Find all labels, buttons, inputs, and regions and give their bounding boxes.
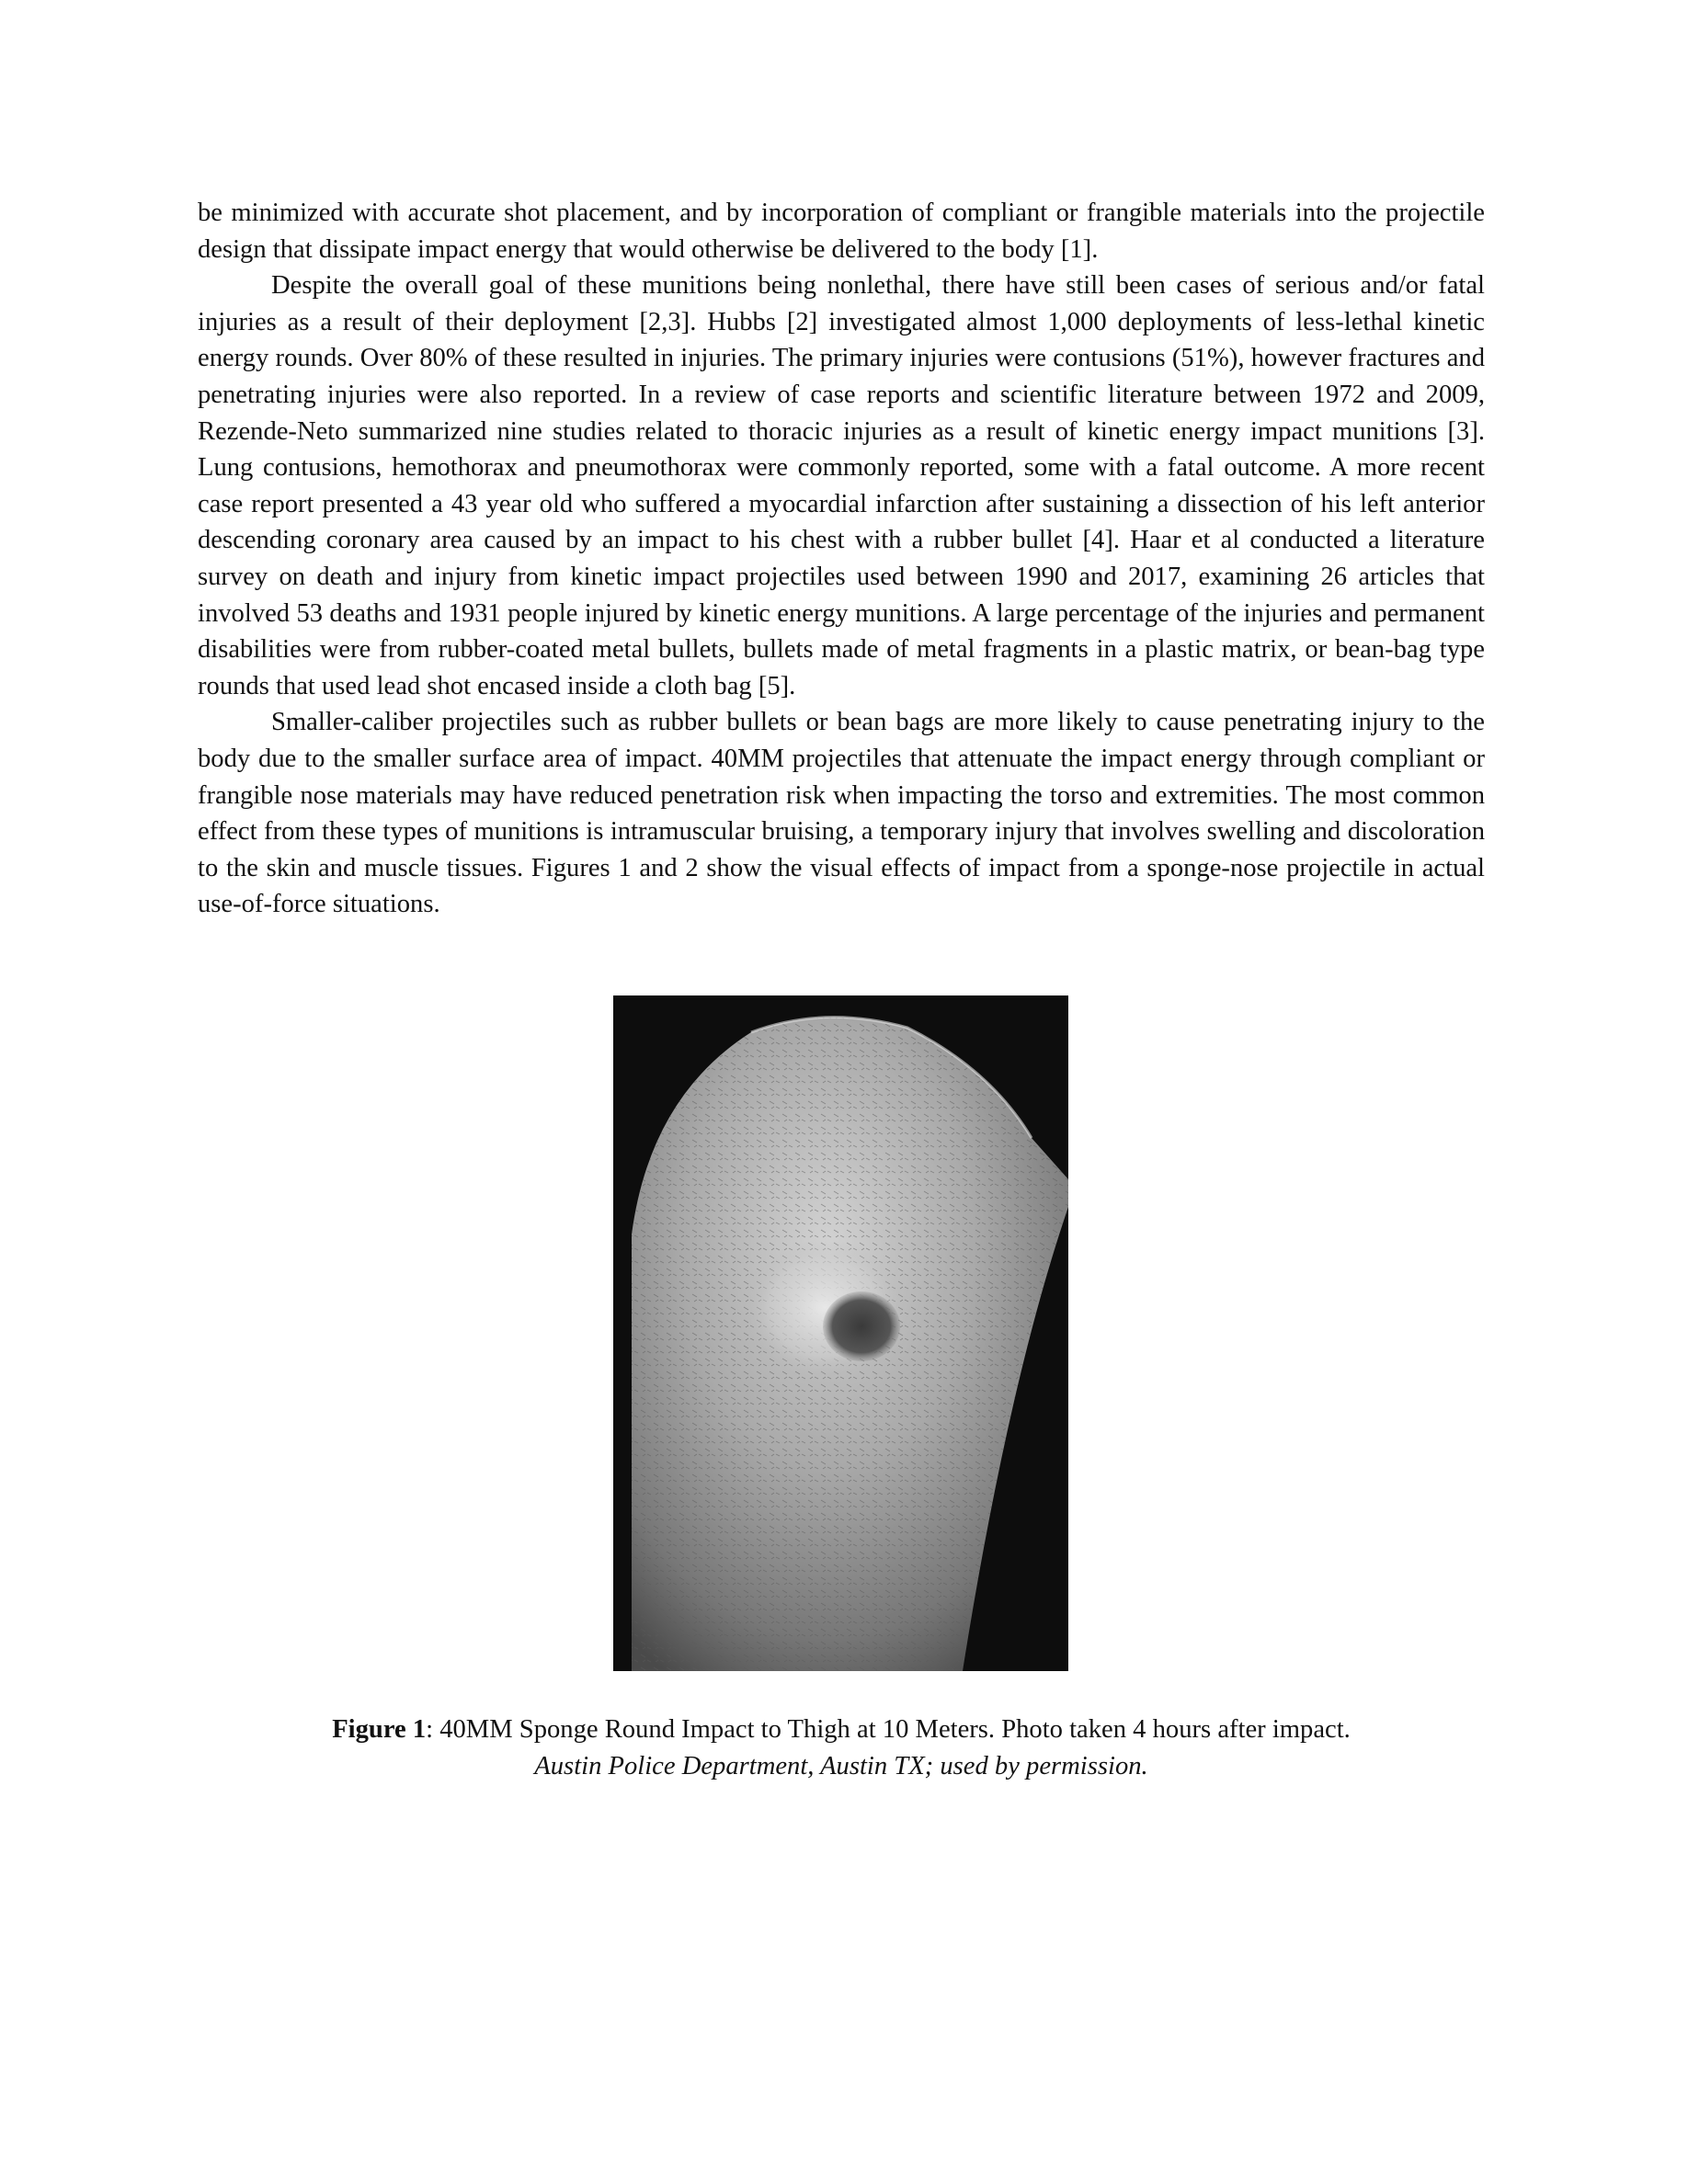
figure-1-photo [613, 995, 1068, 1671]
thigh-bruise-photo [613, 995, 1068, 1671]
paragraph-1: be minimized with accurate shot placement, and by incorporation of compliant or frangible materials into the projectile design that dissipate impact energy that would otherwise be delivered to the body [1]. [198, 199, 1485, 264]
caption-text: : 40MM Sponge Round Impact to Thigh at 10 Meters. Photo taken 4 hours after impact. [426, 1715, 1351, 1744]
body-text [198, 195, 1485, 923]
figure-caption [198, 1712, 1485, 1785]
caption-credit: Austin Police Department, Austin TX; used by permission. [534, 1752, 1148, 1780]
figure-label: Figure 1 [332, 1715, 427, 1744]
paragraph-2: Despite the overall goal of these munitions being nonlethal, there have still been cases of serious and/or fatal injuries as a result of their deployment [2,3]. Hubbs [2] investigated almost 1,000 deployments of less-lethal kinetic energy rounds. Over 80% of these resulted in injuries. The primary injuries were contusions (51%), however fractures and penetrating injuries were also reported. In a review of case reports and scientific literature between 1972 and 2009, Rezende-Neto summarized nine studies related to thoracic injuries as a result of kinetic energy impact munitions [3]. Lung contusions, hemothorax and pneumothorax were commonly reported, some with a fatal outcome. A more recent case report presented a 43 year old who suffered a myocardial infarction after sustaining a dissection of his left anterior descending coronary area caused by an impact to his chest with a rubber bullet [4]. Haar et al conducted a literature survey on death and injury from kinetic impact projectiles used between 1990 and 2017, examining 26 articles that involved 53 deaths and 1931 people injured by kinetic energy munitions. A large percentage of the injuries and permanent disabilities were from rubber-coated metal bullets, bullets made of metal fragments in a plastic matrix, or bean-bag type rounds that used lead shot encased inside a cloth bag [5]. [198, 271, 1485, 700]
paragraph-3: Smaller-caliber projectiles such as rubber bullets or bean bags are more likely to cause penetrating injury to the body due to the smaller surface area of impact. 40MM projectiles that attenuate the impact energy through compliant or frangible nose materials may have reduced penetration risk when impacting the torso and extremities. The most common effect from these types of munitions is intramuscular bruising, a temporary injury that involves swelling and discoloration to the skin and muscle tissues. Figures 1 and 2 show the visual effects of impact from a sponge-nose projectile in actual use-of-force situations. [198, 708, 1485, 919]
caption-line [198, 1712, 1485, 1748]
